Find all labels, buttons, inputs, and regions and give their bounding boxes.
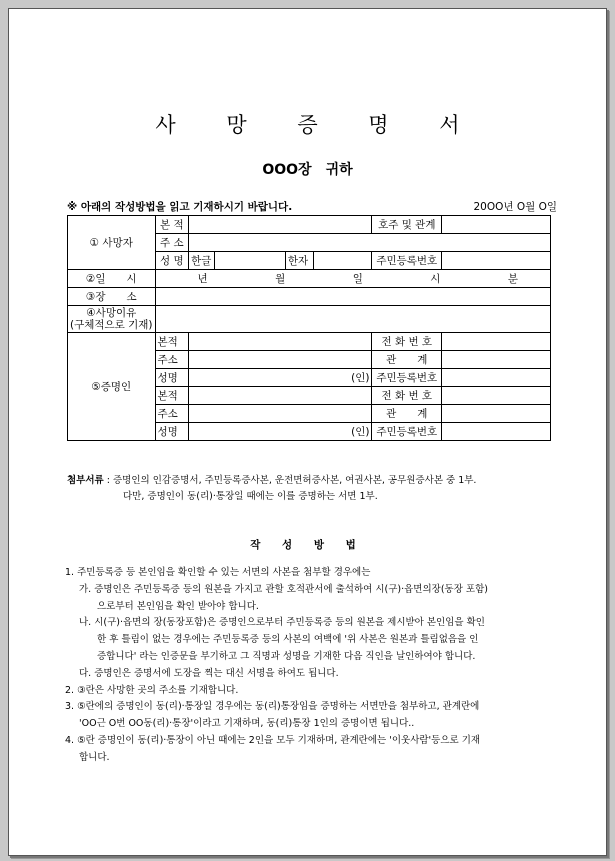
month-unit: 월 — [275, 273, 286, 285]
method-item-1-na-2: 한 후 틀림이 없는 경우에는 주민등록증 등의 사본의 여백에 '위 사본은 원본과 틀림없음을 인 — [97, 634, 479, 646]
method-item-1-ga-1: 가. 증명인은 주민등록증 등의 원본을 가지고 관할 호적관서에 출석하여 시(구)·읍면의장(동장 포함) — [79, 583, 488, 595]
document-page — [8, 8, 607, 856]
w1-phone-field[interactable] — [442, 333, 551, 351]
year-unit: 년 — [197, 273, 208, 285]
method-item-1: 1. 주민등록증 등 본인임을 확인할 수 있는 서면의 사본을 첨부할 경우에는 — [65, 567, 371, 578]
w2-relation-field[interactable] — [442, 405, 551, 423]
resident-no-field[interactable] — [442, 252, 551, 270]
address-label: 주 소 — [155, 234, 189, 252]
w1-seal-mark: (인) — [351, 372, 370, 384]
w2-domicile-field[interactable] — [189, 387, 372, 405]
deceased-address-field[interactable] — [189, 234, 551, 252]
datetime-field[interactable] — [155, 270, 550, 288]
resident-no-label: 주민등록번호 — [372, 252, 442, 270]
domicile-label: 본 적 — [155, 216, 189, 234]
witness-label: ⑤증명인 — [68, 333, 156, 441]
recipient-suffix: 귀하 — [325, 162, 353, 178]
w1-address-label: 주소 — [155, 351, 189, 369]
method-title: 작 성 방 법 — [250, 539, 365, 551]
notice-line — [67, 199, 557, 214]
w1-phone-label: 전 화 번 호 — [372, 333, 442, 351]
head-relation-field[interactable] — [442, 216, 551, 234]
death-certificate-form — [67, 215, 551, 441]
w1-address-field[interactable] — [189, 351, 372, 369]
hanja-name-field[interactable] — [313, 252, 372, 270]
w1-resident-no-field[interactable] — [442, 369, 551, 387]
recipient-line — [9, 159, 606, 179]
attachments-text-1: : 증명인의 인감증명서, 주민등록증사본, 운전면허증사본, 여권사본, 공무원증사본 중 1부. — [106, 475, 477, 486]
hanja-label: 한자 — [285, 252, 313, 270]
deceased-label: ① 사망자 — [68, 216, 156, 270]
method-item-4-2: 합니다. — [79, 751, 110, 763]
day-unit: 일 — [352, 273, 363, 285]
w2-phone-label: 전 화 번 호 — [372, 387, 442, 405]
attachments-label: 첨부서류 — [67, 475, 104, 486]
method-item-3-1: 3. ⑤란에의 증명인이 동(리)·통장일 경우에는 동(리)통장임을 증명하는 서면만을 첨부하고, 관계란에 — [65, 701, 480, 713]
recipient-name: OOO장 — [262, 162, 312, 178]
w2-resident-no-label: 주민등록번호 — [372, 423, 442, 441]
w2-relation-label: 관 계 — [372, 405, 442, 423]
attachments-text-2: 다만, 증명인이 동(리)·통장일 때에는 이를 증명하는 서면 1부. — [123, 491, 378, 502]
head-relation-label: 호주 및 관계 — [372, 216, 442, 234]
method-item-1-na-1: 나. 시(구)·읍면의 장(동장포함)은 증명인으로부터 주민등록증 등의 원본을 제시받아 본인임을 확인 — [79, 617, 485, 629]
method-item-3-2: 'OO근 O번 OO동(리)·통장'이라고 기재하며, 동(리)통장 1인의 증명이면 됩니다.. — [79, 718, 415, 730]
w1-domicile-label: 본적 — [155, 333, 189, 351]
w1-relation-field[interactable] — [442, 351, 551, 369]
w2-phone-field[interactable] — [442, 387, 551, 405]
method-item-1-ga-2: 으로부터 본인임을 확인 받아야 합니다. — [97, 600, 259, 612]
cause-label-main: ④사망이유 — [86, 307, 137, 319]
w1-name-field[interactable] — [189, 369, 372, 387]
w1-resident-no-label: 주민등록번호 — [372, 369, 442, 387]
hangul-name-field[interactable] — [215, 252, 286, 270]
place-label: ③장 소 — [68, 288, 156, 306]
hour-unit: 시 — [430, 273, 441, 285]
w1-name-label: 성명 — [155, 369, 189, 387]
method-item-2: 2. ③란은 사망한 곳의 주소를 기재합니다. — [65, 684, 239, 696]
w2-resident-no-field[interactable] — [442, 423, 551, 441]
issue-date: 20OO년 O월 O일 — [473, 201, 557, 213]
w2-seal-mark: (인) — [351, 426, 370, 438]
w2-name-label: 성명 — [155, 423, 189, 441]
datetime-label: ②일 시 — [68, 270, 156, 288]
minute-unit: 분 — [507, 273, 518, 285]
w2-address-field[interactable] — [189, 405, 372, 423]
w2-address-label: 주소 — [155, 405, 189, 423]
place-field[interactable] — [155, 288, 550, 306]
attachments-line-1 — [67, 473, 567, 489]
name-label: 성 명 — [155, 252, 189, 270]
cause-label — [68, 306, 156, 333]
method-item-4-1: 4. ⑤란 증명인이 동(리)·통장이 아닌 때에는 2인을 모두 기재하며, 관계란에는 '이웃사람'등으로 기재 — [65, 734, 481, 746]
w2-domicile-label: 본적 — [155, 387, 189, 405]
hangul-label: 한글 — [189, 252, 215, 270]
w2-name-field[interactable] — [189, 423, 372, 441]
deceased-domicile-field[interactable] — [189, 216, 372, 234]
method-instructions — [65, 565, 559, 767]
notice-text: ※ 아래의 작성방법을 읽고 기재하시기 바랍니다. — [67, 201, 293, 213]
method-item-1-na-3: 증합니다' 라는 인증문을 부기하고 그 직명과 성명을 기재한 다음 직인을 날인하여야 합니다. — [97, 650, 476, 662]
cause-field[interactable] — [155, 306, 550, 333]
w1-domicile-field[interactable] — [189, 333, 372, 351]
cause-label-note: (구체적으로 기재) — [70, 319, 153, 331]
document-title: 사 망 증 명 서 — [155, 113, 482, 137]
method-item-1-da: 다. 증명인은 증명서에 도장을 찍는 대신 서명을 하여도 됩니다. — [79, 667, 339, 679]
w1-relation-label: 관 계 — [372, 351, 442, 369]
attachments — [67, 473, 567, 505]
